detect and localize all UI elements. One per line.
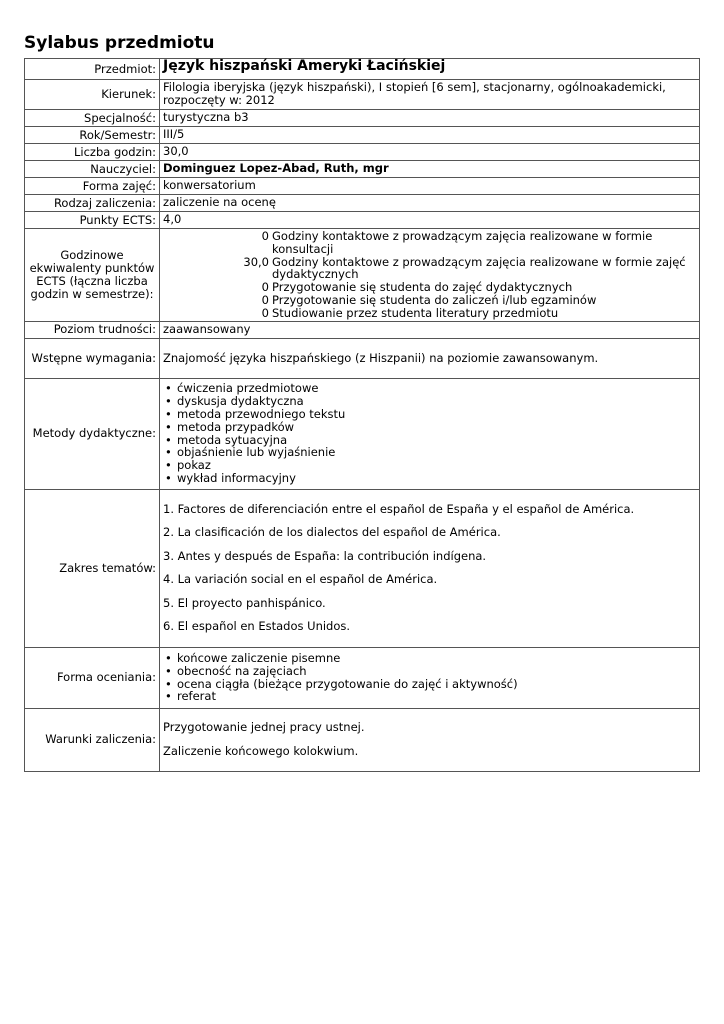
godziny-item [163, 230, 696, 256]
list-item: • metoda przypadków [163, 421, 696, 434]
list-item: • metoda sytuacyjna [163, 434, 696, 447]
godziny-text: Przygotowanie się studenta do zajęć dydaktycznych [272, 280, 573, 295]
rodzaj-zaliczenia-label: Rodzaj zaliczenia: [25, 195, 160, 212]
topic-item: 1. Factores de diferenciación entre el español de España y el español de América. [163, 501, 635, 516]
godziny-label: Godzinowe ekwiwalenty punktów ECTS (łączna liczba godzin w semestrze): [25, 229, 160, 322]
page-title: Sylabus przedmiotu [24, 33, 215, 53]
punkty-ects-value: 4,0 [160, 212, 700, 229]
row-godziny-ects [25, 229, 700, 322]
forma-oceniania-list [163, 652, 696, 703]
topic-item: 6. El español en Estados Unidos. [163, 619, 351, 634]
zakres-tematow-cell [160, 489, 700, 647]
row-rodzaj-zaliczenia [25, 195, 700, 212]
condition-item: Zaliczenie końcowego kolokwium. [163, 743, 359, 758]
godziny-hours: 0 [261, 305, 269, 320]
godziny-item [163, 294, 696, 307]
row-liczba-godzin [25, 144, 700, 161]
metody-dydaktyczne-list [163, 382, 696, 484]
row-nauczyciel [25, 161, 700, 178]
row-przedmiot [25, 59, 700, 80]
topic-item: 2. La clasificación de los dialectos del español de América. [163, 525, 501, 540]
godziny-text: Studiowanie przez studenta literatury przedmiotu [272, 305, 559, 320]
forma-oceniania-cell [160, 647, 700, 708]
row-poziom-trudnosci [25, 321, 700, 338]
topic-item: 4. La variación social en el español de América. [163, 572, 438, 587]
metody-dydaktyczne-label: Metody dydaktyczne: [25, 378, 160, 489]
godziny-item [163, 256, 696, 282]
syllabus-table [24, 58, 700, 772]
godziny-hours: 0 [261, 229, 269, 243]
row-kierunek [25, 80, 700, 110]
forma-oceniania-label: Forma oceniania: [25, 647, 160, 708]
godziny-list [160, 229, 700, 322]
row-zakres-tematow [25, 489, 700, 647]
specjalnosc-value: turystyczna b3 [160, 110, 700, 127]
row-wstepne-wymagania [25, 338, 700, 378]
przedmiot-label: Przedmiot: [25, 59, 160, 80]
godziny-text: Godziny kontaktowe z prowadzącym zajęcia realizowane w formie konsultacji [272, 229, 653, 256]
kierunek-label: Kierunek: [25, 80, 160, 110]
rodzaj-zaliczenia-value: zaliczenie na ocenę [160, 195, 700, 212]
row-forma-oceniania [25, 647, 700, 708]
wstepne-wymagania-label: Wstępne wymagania: [25, 338, 160, 378]
warunki-zaliczenia-label: Warunki zaliczenia: [25, 708, 160, 771]
warunki-zaliczenia-cell [160, 708, 700, 771]
topic-item: 5. El proyecto panhispánico. [163, 595, 326, 610]
row-rok-semestr [25, 127, 700, 144]
row-metody-dydaktyczne [25, 378, 700, 489]
godziny-hours: 0 [261, 280, 269, 295]
kierunek-value: Filologia iberyjska (język hiszpański), I stopień [6 sem], stacjonarny, ogólnoakademicki, rozpoczęty w: 2012 [160, 80, 700, 110]
punkty-ects-label: Punkty ECTS: [25, 212, 160, 229]
list-item: • dyskusja dydaktyczna [163, 395, 696, 408]
list-item: • ocena ciągła (bieżące przygotowanie do zajęć i aktywność) [163, 678, 696, 691]
list-item: • ćwiczenia przedmiotowe [163, 382, 696, 395]
list-item: • metoda przewodniego tekstu [163, 408, 696, 421]
przedmiot-value: Język hiszpański Ameryki Łacińskiej [160, 59, 700, 80]
row-punkty-ects [25, 212, 700, 229]
row-specjalnosc [25, 110, 700, 127]
list-item: • pokaz [163, 459, 696, 472]
rok-semestr-value: III/5 [160, 127, 700, 144]
wstepne-wymagania-value: Znajomość języka hiszpańskiego (z Hiszpanii) na poziomie zawansowanym. [160, 338, 700, 378]
metody-dydaktyczne-cell [160, 378, 700, 489]
forma-zajec-value: konwersatorium [160, 178, 700, 195]
godziny-item [163, 307, 696, 320]
godziny-text: Godziny kontaktowe z prowadzącym zajęcia realizowane w formie zajęć dydaktycznych [272, 254, 686, 282]
row-warunki-zaliczenia [25, 708, 700, 771]
liczba-godzin-label: Liczba godzin: [25, 144, 160, 161]
list-item: • końcowe zaliczenie pisemne [163, 652, 696, 665]
row-forma-zajec [25, 178, 700, 195]
topic-item: 3. Antes y después de España: la contribución indígena. [163, 548, 487, 563]
liczba-godzin-value: 30,0 [160, 144, 700, 161]
nauczyciel-label: Nauczyciel: [25, 161, 160, 178]
forma-zajec-label: Forma zajęć: [25, 178, 160, 195]
list-item: • wykład informacyjny [163, 472, 696, 485]
poziom-trudnosci-label: Poziom trudności: [25, 321, 160, 338]
godziny-hours: 0 [261, 292, 269, 307]
nauczyciel-value: Dominguez Lopez-Abad, Ruth, mgr [160, 161, 700, 178]
list-item: • referat [163, 690, 696, 703]
rok-semestr-label: Rok/Semestr: [25, 127, 160, 144]
godziny-text: Przygotowanie się studenta do zaliczeń i/lub egzaminów [272, 292, 597, 307]
list-item: • objaśnienie lub wyjaśnienie [163, 446, 696, 459]
condition-item: Przygotowanie jednej pracy ustnej. [163, 720, 365, 735]
specjalnosc-label: Specjalność: [25, 110, 160, 127]
list-item: • obecność na zajęciach [163, 665, 696, 678]
poziom-trudnosci-value: zaawansowany [160, 321, 700, 338]
godziny-hours: 30,0 [243, 254, 269, 269]
zakres-tematow-label: Zakres tematów: [25, 489, 160, 647]
